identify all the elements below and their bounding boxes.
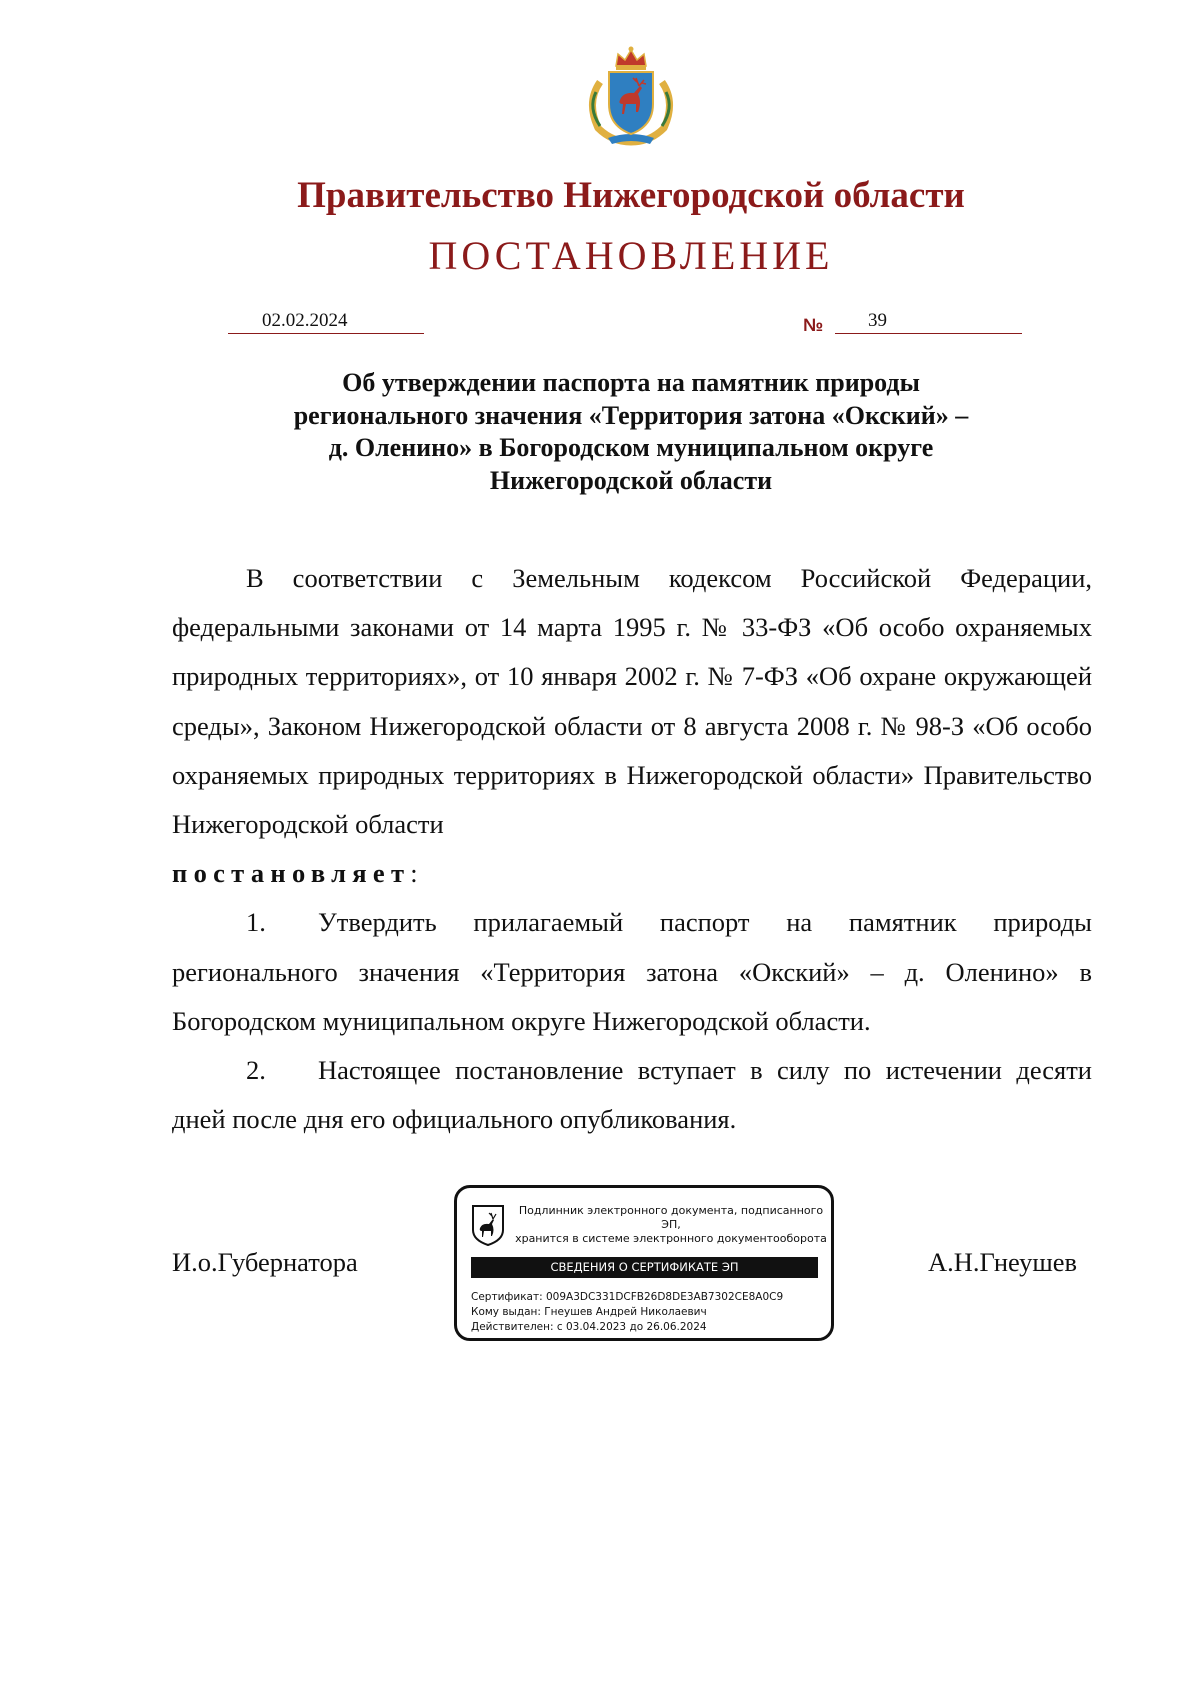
item-text: Настоящее постановление вступает в силу по истечении десяти дней после дня его официального опубликования. [172, 1055, 1092, 1135]
signer-name: А.Н.Гнеушев [928, 1247, 1078, 1277]
resolves-line [172, 849, 1092, 898]
resolves-word: постановляет [172, 858, 411, 889]
number-underline [835, 333, 1022, 334]
certificate-details [471, 1290, 783, 1335]
certificate-owner: Кому выдан: Гнеушев Андрей Николаевич [471, 1306, 707, 1318]
government-title: Правительство Нижегородской области [297, 175, 965, 216]
resolves-punct: : [410, 858, 418, 889]
subject-line: Нижегородской области [489, 465, 773, 495]
signer-position: И.о.Губернатора [172, 1247, 358, 1277]
date-underline [228, 333, 424, 334]
preamble-paragraph: В соответствии с Земельным кодексом Российской Федерации, федеральными законами от 14 марта 1995 г. № 33-ФЗ «Об особо охраняемых природных территориях», от 10 января 2002 г. № 7-ФЗ «Об охране окружающей среды», Законом Нижегородской области от 8 августа 2008 г. № 98-З «Об особо охраняемых природных территориях в Нижегородской области» Правительство Нижегородской области [172, 563, 1092, 840]
list-item [172, 1046, 1092, 1144]
list-item [172, 898, 1092, 1046]
item-number: 1. [246, 907, 266, 938]
stamp-header-line: Подлинник электронного документа, подписанного ЭП, [518, 1204, 824, 1231]
subject-line: регионального значения «Территория затона «Окский» – [293, 400, 969, 430]
electronic-signature-stamp [454, 1185, 834, 1341]
number-sign: № [803, 315, 824, 335]
document-subject [200, 367, 1062, 497]
deer-shield-icon [471, 1204, 505, 1246]
stamp-header-line: хранится в системе электронного документооборота [515, 1232, 827, 1245]
item-text: Утвердить прилагаемый паспорт на памятник природы регионального значения «Территория затона «Окский» – д. Оленино» в Богородском муниципальном округе Нижегородской области. [172, 907, 1092, 1036]
subject-line: Об утверждении паспорта на памятник природы [342, 368, 920, 397]
document-body [172, 554, 1092, 1144]
certificate-validity: Действителен: с 03.04.2023 до 26.06.2024 [471, 1321, 707, 1333]
coat-of-arms-icon [578, 42, 684, 148]
document-number: 39 [868, 310, 887, 331]
document-type: ПОСТАНОВЛЕНИЕ [428, 233, 834, 278]
certificate-info-bar: СВЕДЕНИЯ О СЕРТИФИКАТЕ ЭП [471, 1257, 818, 1278]
document-date: 02.02.2024 [262, 310, 348, 331]
certificate-serial: Сертификат: 009A3DC331DCFB26D8DE3AB7302CE8A0C9 [471, 1291, 784, 1303]
subject-line: д. Оленино» в Богородском муниципальном округе [328, 433, 934, 462]
stamp-header [513, 1204, 829, 1246]
item-number: 2. [246, 1055, 266, 1086]
